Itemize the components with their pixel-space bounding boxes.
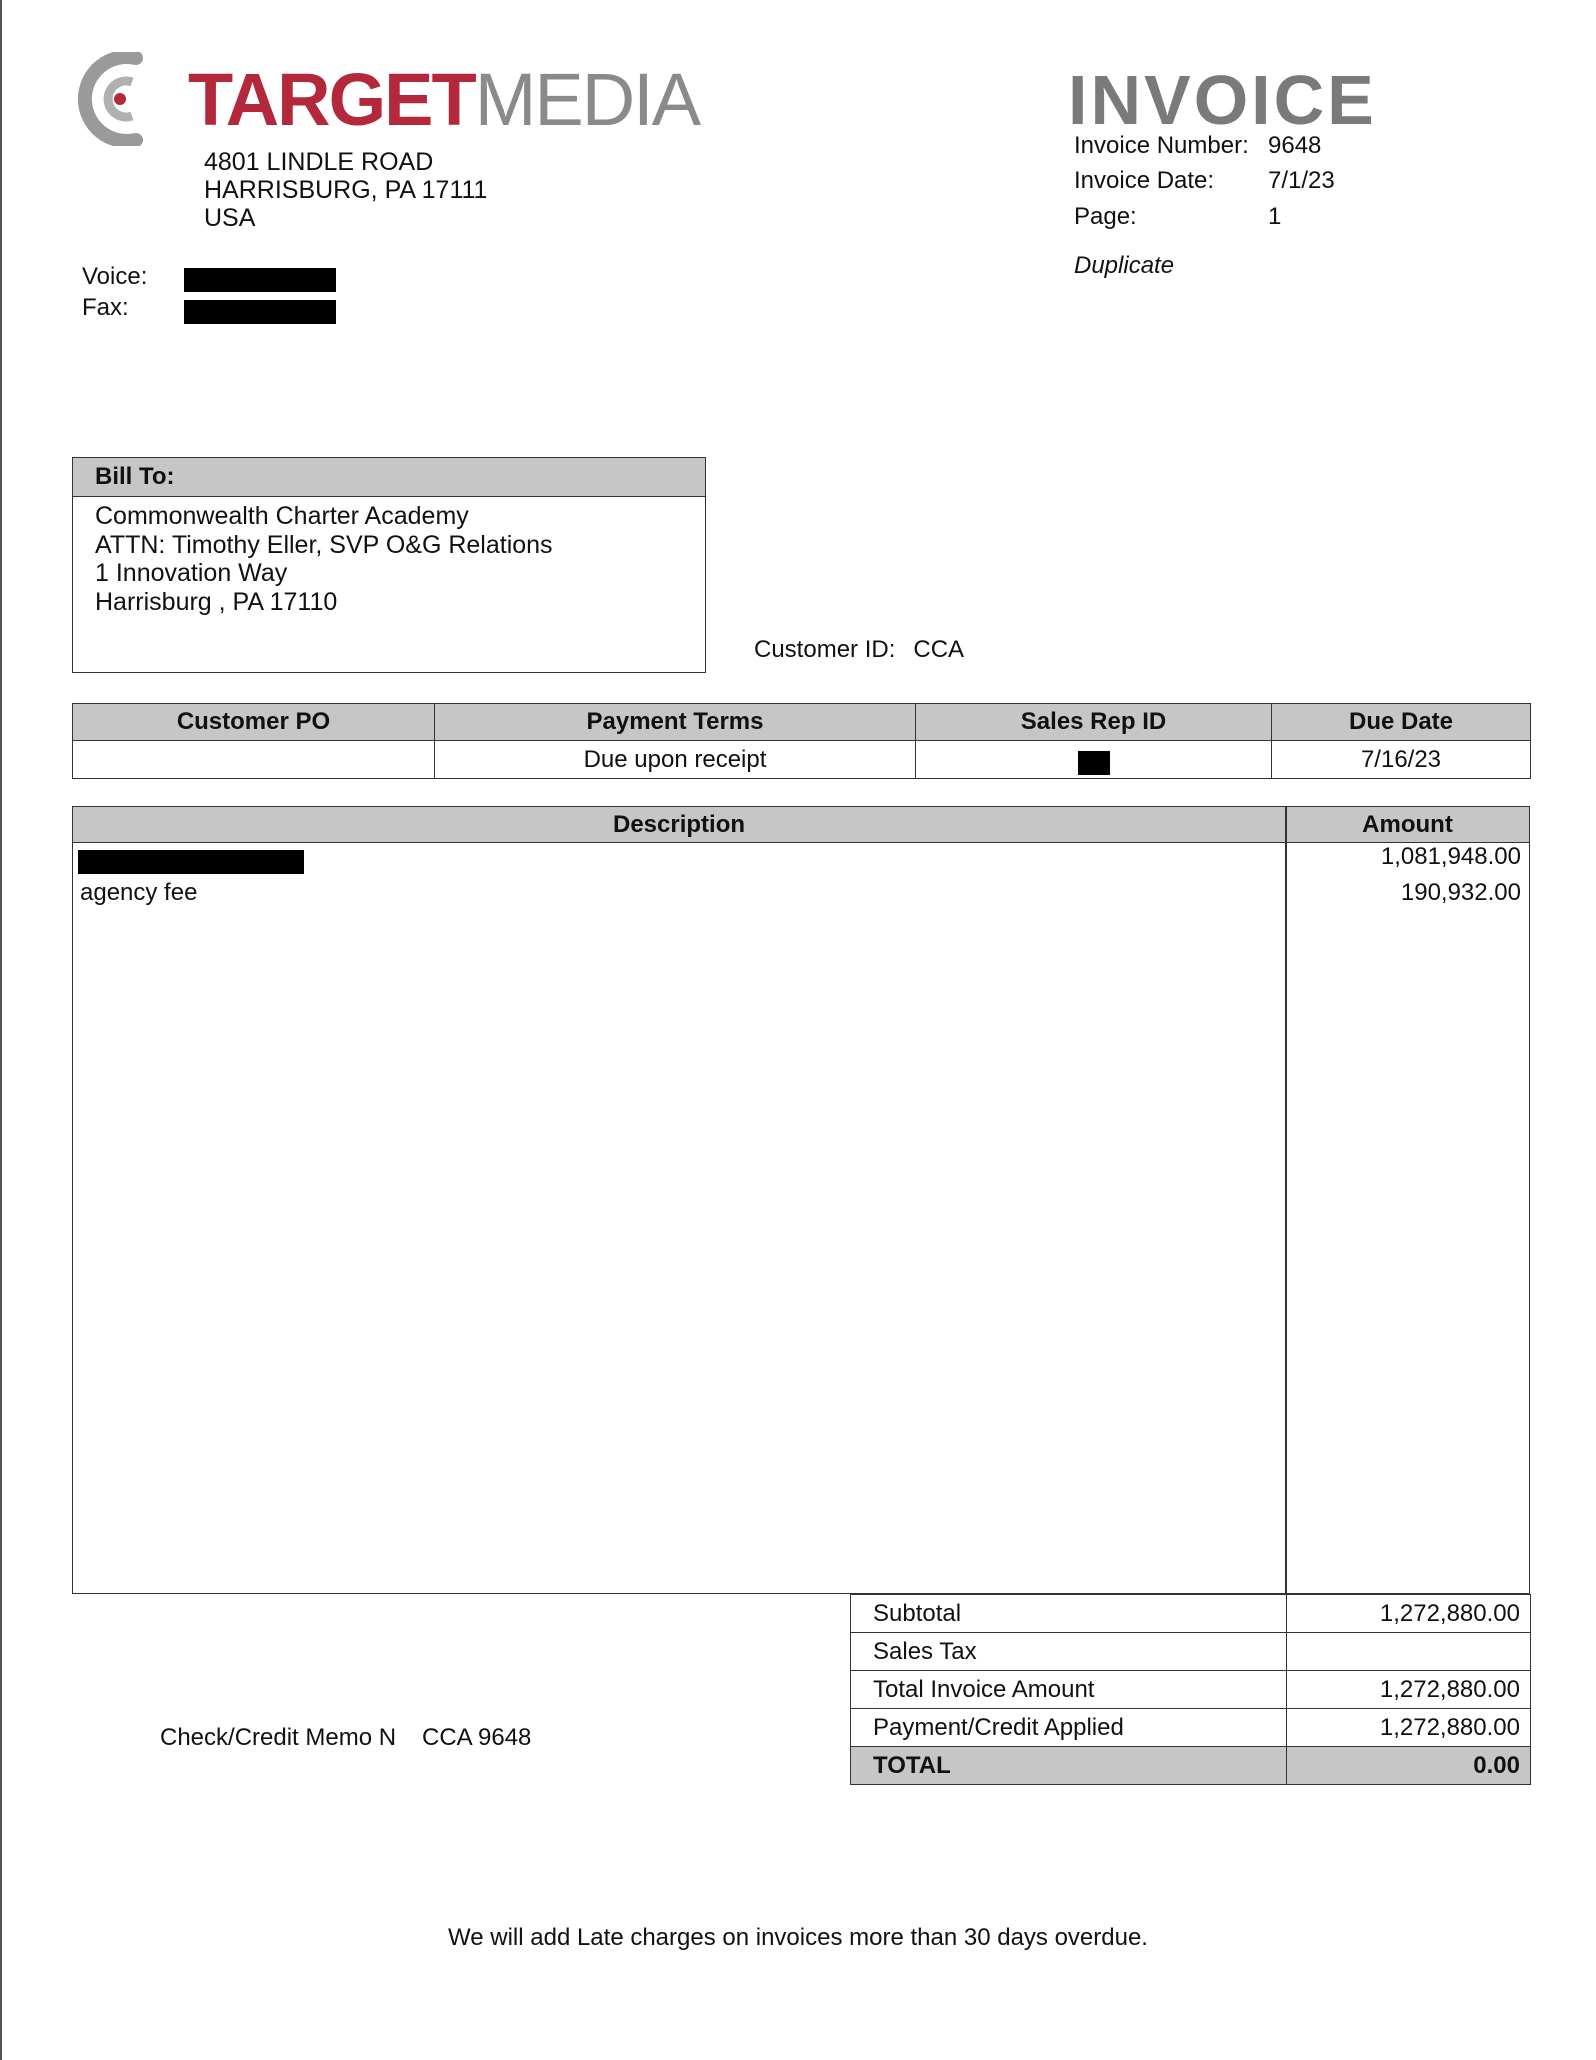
line-item-amount: 190,932.00 (1400, 879, 1521, 906)
terms-header-row (73, 704, 1531, 741)
company-address (204, 148, 487, 232)
customer-id-value: CCA (913, 636, 965, 663)
target-logo-icon (74, 52, 174, 146)
totals-row-sales-tax (851, 1633, 1531, 1671)
redacted-sales-rep-id (1078, 751, 1110, 775)
total-invoice-amount: 1,272,880.00 (1287, 1671, 1531, 1709)
totals-row-total (851, 1747, 1531, 1785)
customer-po-value (73, 741, 435, 779)
bill-to-line: Harrisburg , PA 17110 (95, 587, 338, 616)
invoice-date-label: Invoice Date: (1074, 167, 1215, 194)
totals-table (850, 1594, 1531, 1785)
invoice-date-row (1074, 167, 1335, 195)
address-line: USA (204, 204, 256, 232)
logo-media-text: MEDIA (474, 58, 700, 141)
column-header-sales-rep-id: Sales Rep ID (916, 704, 1272, 741)
copy-status: Duplicate (1074, 252, 1175, 279)
invoice-date-value: 7/1/23 (1268, 167, 1335, 194)
column-header-due-date: Due Date (1272, 704, 1531, 741)
total-invoice-label: Total Invoice Amount (851, 1671, 1287, 1709)
sales-tax-amount (1287, 1633, 1531, 1671)
bill-to-address (95, 502, 553, 616)
invoice-number-label: Invoice Number: (1074, 132, 1249, 159)
totals-row-payment-applied (851, 1709, 1531, 1747)
bill-to-header: Bill To: (73, 458, 705, 497)
subtotal-label: Subtotal (851, 1595, 1287, 1633)
column-header-description: Description (612, 811, 746, 838)
subtotal-amount: 1,272,880.00 (1287, 1595, 1531, 1633)
due-date-value: 7/16/23 (1272, 741, 1531, 779)
memo-value: CCA 9648 (422, 1724, 532, 1751)
check-credit-memo (160, 1724, 532, 1752)
terms-table (72, 703, 1531, 779)
total-amount: 0.00 (1287, 1747, 1531, 1785)
redacted-line-description (78, 850, 304, 874)
line-item-description: agency fee (80, 879, 198, 906)
company-logo-wordmark (188, 58, 699, 142)
memo-label: Check/Credit Memo N (160, 1724, 397, 1751)
total-label: TOTAL (851, 1747, 1287, 1785)
column-divider (1285, 807, 1287, 1593)
line-items-box (72, 806, 1530, 1594)
bill-to-line: Commonwealth Charter Academy (95, 502, 469, 530)
line-items-header (73, 807, 1529, 843)
logo-target-text: TARGET (188, 58, 475, 141)
totals-row-total-invoice (851, 1671, 1531, 1709)
invoice-page-value: 1 (1268, 203, 1282, 230)
late-charges-note: We will add Late charges on invoices more than 30 days overdue. (448, 1924, 1148, 1951)
invoice-page-label: Page: (1074, 203, 1137, 230)
voice-label: Voice: (82, 263, 148, 290)
invoice-page-row (1074, 203, 1282, 231)
line-item-amount: 1,081,948.00 (1380, 843, 1521, 870)
payment-applied-amount: 1,272,880.00 (1287, 1709, 1531, 1747)
terms-value-row (73, 741, 1531, 779)
address-line: HARRISBURG, PA 17111 (204, 176, 488, 204)
bill-to-line: 1 Innovation Way (95, 559, 288, 587)
sales-rep-id-cell (916, 741, 1272, 779)
invoice-number-row (1074, 132, 1322, 160)
invoice-number-value: 9648 (1268, 132, 1322, 159)
address-line: 4801 LINDLE ROAD (204, 148, 434, 176)
invoice-title: INVOICE (1068, 61, 1377, 139)
redacted-fax-number (184, 300, 336, 324)
bill-to-box (72, 457, 706, 673)
payment-applied-label: Payment/Credit Applied (851, 1709, 1287, 1747)
customer-id-label: Customer ID: (754, 636, 896, 663)
customer-id (754, 636, 964, 664)
sales-tax-label: Sales Tax (851, 1633, 1287, 1671)
column-header-customer-po: Customer PO (73, 704, 435, 741)
fax-label: Fax: (82, 294, 129, 321)
column-header-payment-terms: Payment Terms (435, 704, 916, 741)
page-left-edge (0, 0, 2, 2060)
column-header-amount: Amount (1362, 811, 1453, 838)
bill-to-line: ATTN: Timothy Eller, SVP O&G Relations (95, 530, 553, 559)
payment-terms-value: Due upon receipt (435, 741, 916, 779)
totals-row-subtotal (851, 1595, 1531, 1633)
redacted-voice-number (184, 268, 336, 292)
